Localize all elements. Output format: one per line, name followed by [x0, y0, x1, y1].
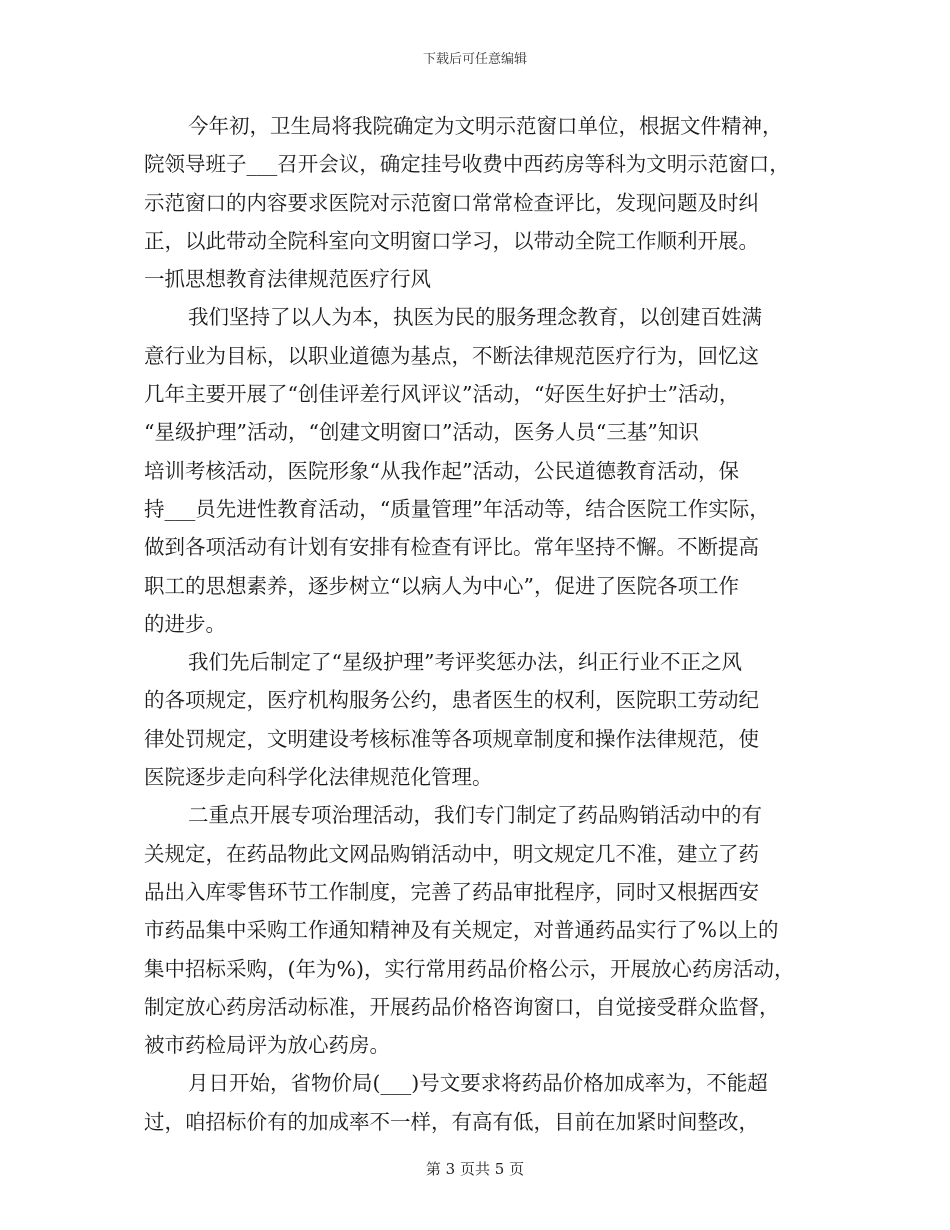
text-line: 持___员先进性教育活动，“质量管理”年活动等，结合医院工作实际，: [144, 496, 770, 521]
text-line: 做到各项活动有计划有安排有检查有评比。常年坚持不懈。不断提高: [144, 535, 759, 560]
text-line: “星级护理”活动，“创建文明窗口”活动，医务人员“三基”知识: [144, 420, 699, 445]
text-line: 正，以此带动全院科室向文明窗口学习，以带动全院工作顺利开展。: [144, 228, 759, 253]
text-line: 过，咱招标价有的加成率不一样，有高有低，目前在加紧时间整改，: [144, 1109, 759, 1134]
text-line: 院领导班子___召开会议，确定挂号收费中西药房等科为文明示范窗口，: [144, 152, 790, 177]
text-line: 被市药检局评为放心药房。: [144, 1033, 390, 1058]
text-line: 品出入库零售环节工作制度，完善了药品审批程序，同时又根据西安: [144, 879, 759, 904]
page-footer: 第 3 页共 5 页: [425, 1160, 525, 1178]
text-line: 集中招标采购，(年为%)，实行常用药品价格公示，开展放心药房活动，: [144, 956, 795, 981]
text-line: 今年初，卫生局将我院确定为文明示范窗口单位，根据文件精神，: [188, 114, 783, 138]
text-line: 培训考核活动，医院形象“从我作起”活动，公民道德教育活动，保: [144, 458, 739, 483]
text-line: 意行业为目标，以职业道德为基点，不断法律规范医疗行为，回忆这: [144, 343, 759, 368]
document-body: [144, 107, 806, 1141]
text-line: 我们先后制定了“星级护理”考评奖惩办法，纠正行业不正之风: [188, 650, 742, 675]
text-line: 的进步。: [144, 611, 226, 636]
text-line: 几年主要开展了“创佳评差行风评议”活动，“好医生好护士”活动，: [144, 382, 740, 407]
text-line: 一抓思想教育法律规范医疗行风: [144, 267, 431, 292]
text-line: 职工的思想素养，逐步树立“以病人为中心”，促进了医院各项工作: [144, 573, 739, 598]
text-line: 示范窗口的内容要求医院对示范窗口常常检查评比，发现问题及时纠: [144, 190, 759, 215]
page-header: 下载后可任意编辑: [422, 52, 527, 67]
text-line: 市药品集中采购工作通知精神及有关规定，对普通药品实行了%以上的: [144, 918, 779, 943]
text-line: 我们坚持了以人为本，执医为民的服务理念教育，以创建百姓满: [188, 305, 762, 330]
text-line: 关规定，在药品物此文网品购销活动中，明文规定几不准，建立了药: [144, 841, 759, 866]
text-line: 律处罚规定，文明建设考核标准等各项规章制度和操作法律规范，使: [144, 726, 759, 751]
text-line: 二重点开展专项治理活动，我们专门制定了药品购销活动中的有: [188, 803, 762, 828]
text-line: 医院逐步走向科学化法律规范化管理。: [144, 765, 493, 790]
text-line: 月日开始，省物价局(___)号文要求将药品价格加成率为，不能超: [188, 1071, 768, 1096]
text-line: 的各项规定，医疗机构服务公约，患者医生的权利，医院职工劳动纪: [144, 688, 759, 713]
text-line: 制定放心药房活动标准，开展药品价格咨询窗口，自觉接受群众监督，: [144, 994, 780, 1019]
